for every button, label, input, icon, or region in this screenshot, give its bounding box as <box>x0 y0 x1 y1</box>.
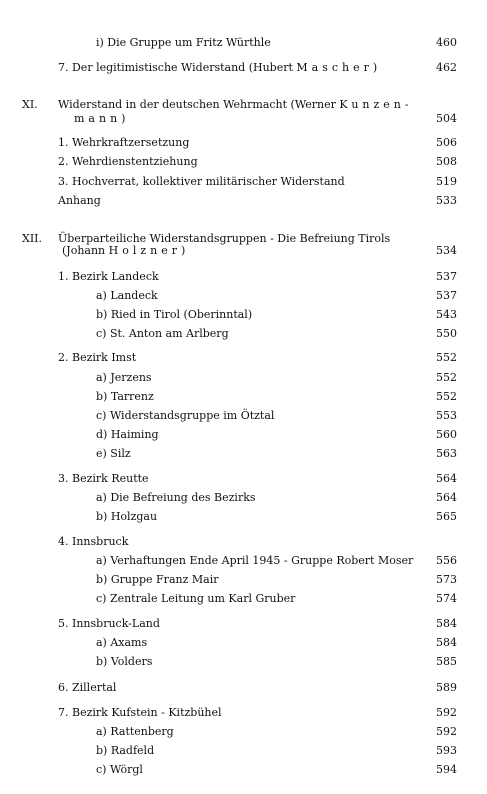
toc-entry <box>0 705 487 721</box>
toc-entry <box>0 572 487 588</box>
toc-entry <box>0 446 487 462</box>
entry-page: 573 <box>436 573 457 586</box>
entry-title: Anhang <box>58 194 101 207</box>
entry-page: 533 <box>436 194 457 207</box>
entry-page: 592 <box>436 725 457 738</box>
entry-title: 2. Wehrdienstentziehung <box>58 155 198 168</box>
toc-entry <box>0 553 487 569</box>
toc-entry <box>0 193 487 209</box>
entry-title: a) Verhaftungen Ende April 1945 - Gruppe Robert Moser <box>96 554 414 567</box>
toc-entry <box>0 307 487 323</box>
entry-page: 543 <box>436 308 457 321</box>
entry-page: 556 <box>436 554 457 567</box>
entry-page: 550 <box>436 327 457 340</box>
toc-entry <box>0 60 487 76</box>
entry-page: 592 <box>436 706 457 719</box>
entry-title: b) Volders <box>96 655 153 668</box>
chapter-title-cont: mann) <box>74 112 126 125</box>
entry-title: 3. Bezirk Reutte <box>58 472 149 485</box>
toc-entry <box>0 408 487 424</box>
toc-entry <box>0 154 487 170</box>
entry-page: 519 <box>436 175 457 188</box>
entry-page: 504 <box>436 112 457 125</box>
entry-page: 552 <box>436 371 457 384</box>
toc-entry <box>0 534 487 550</box>
toc-chapter-cont <box>0 111 487 127</box>
entry-title: c) Wörgl <box>96 763 143 776</box>
entry-page: 552 <box>436 390 457 403</box>
chapter-number: XI. <box>22 98 38 111</box>
entry-title: 5. Innsbruck-Land <box>58 617 160 630</box>
entry-title: 7. Der legitimistische Widerstand (Hubert Mascher) <box>58 61 378 74</box>
entry-page: 564 <box>436 491 457 504</box>
entry-title: c) Widerstandsgruppe im Ötztal <box>96 409 275 422</box>
entry-title: a) Landeck <box>96 289 158 302</box>
entry-title: 7. Bezirk Kufstein - Kitzbühel <box>58 706 222 719</box>
toc-entry <box>0 680 487 696</box>
entry-title: 6. Zillertal <box>58 681 117 694</box>
toc-entry <box>0 509 487 525</box>
entry-title: i) Die Gruppe um Fritz Würthle <box>96 36 271 49</box>
entry-page: 553 <box>436 409 457 422</box>
entry-page: 560 <box>436 428 457 441</box>
entry-page: 552 <box>436 351 457 364</box>
entry-title: c) St. Anton am Arlberg <box>96 327 229 340</box>
toc-entry <box>0 591 487 607</box>
toc-entry <box>0 174 487 190</box>
toc-entry <box>0 427 487 443</box>
entry-page: 564 <box>436 472 457 485</box>
toc-entry <box>0 370 487 386</box>
toc-entry <box>0 654 487 670</box>
chapter-number: XII. <box>22 232 43 245</box>
entry-page: 563 <box>436 447 457 460</box>
entry-page: 584 <box>436 617 457 630</box>
entry-page: 585 <box>436 655 457 668</box>
entry-page: 593 <box>436 744 457 757</box>
entry-title: b) Ried in Tirol (Oberinntal) <box>96 308 253 321</box>
toc-entry <box>0 35 487 51</box>
entry-title: 1. Wehrkraftzersetzung <box>58 136 190 149</box>
toc-chapter-cont <box>0 243 487 259</box>
entry-page: 574 <box>436 592 457 605</box>
toc-entry <box>0 490 487 506</box>
entry-title: a) Axams <box>96 636 148 649</box>
entry-title: b) Gruppe Franz Mair <box>96 573 219 586</box>
toc-entry <box>0 350 487 366</box>
entry-title: b) Radfeld <box>96 744 155 757</box>
entry-page: 589 <box>436 681 457 694</box>
entry-page: 506 <box>436 136 457 149</box>
entry-title: a) Jerzens <box>96 371 152 384</box>
toc-entry <box>0 135 487 151</box>
entry-title: d) Haiming <box>96 428 159 441</box>
toc-entry <box>0 288 487 304</box>
toc-entry <box>0 326 487 342</box>
chapter-title: Überparteiliche Widerstandsgruppen - Die Befreiung Tirols <box>58 232 391 245</box>
toc-entry <box>0 724 487 740</box>
entry-page: 508 <box>436 155 457 168</box>
toc-entry <box>0 471 487 487</box>
toc-entry <box>0 616 487 632</box>
toc-entry <box>0 762 487 778</box>
entry-title: 4. Innsbruck <box>58 535 129 548</box>
toc-entry <box>0 743 487 759</box>
entry-page: 462 <box>436 61 457 74</box>
entry-page: 534 <box>436 244 457 257</box>
entry-title: 3. Hochverrat, kollektiver militärischer Widerstand <box>58 175 345 188</box>
entry-title: b) Tarrenz <box>96 390 154 403</box>
entry-title: a) Rattenberg <box>96 725 174 738</box>
entry-title: e) Silz <box>96 447 131 460</box>
entry-page: 460 <box>436 36 457 49</box>
chapter-title: Widerstand in der deutschen Wehrmacht (Werner Kunzen- <box>58 98 413 111</box>
entry-title: b) Holzgau <box>96 510 158 523</box>
chapter-title-cont: (Johann Holzner) <box>62 244 186 257</box>
toc-entry <box>0 389 487 405</box>
entry-page: 537 <box>436 289 457 302</box>
entry-page: 594 <box>436 763 457 776</box>
entry-page: 584 <box>436 636 457 649</box>
entry-title: a) Die Befreiung des Bezirks <box>96 491 256 504</box>
entry-page: 537 <box>436 270 457 283</box>
entry-title: 2. Bezirk Imst <box>58 351 137 364</box>
entry-page: 565 <box>436 510 457 523</box>
entry-title: c) Zentrale Leitung um Karl Gruber <box>96 592 296 605</box>
entry-title: 1. Bezirk Landeck <box>58 270 159 283</box>
toc-entry <box>0 269 487 285</box>
toc-entry <box>0 635 487 651</box>
